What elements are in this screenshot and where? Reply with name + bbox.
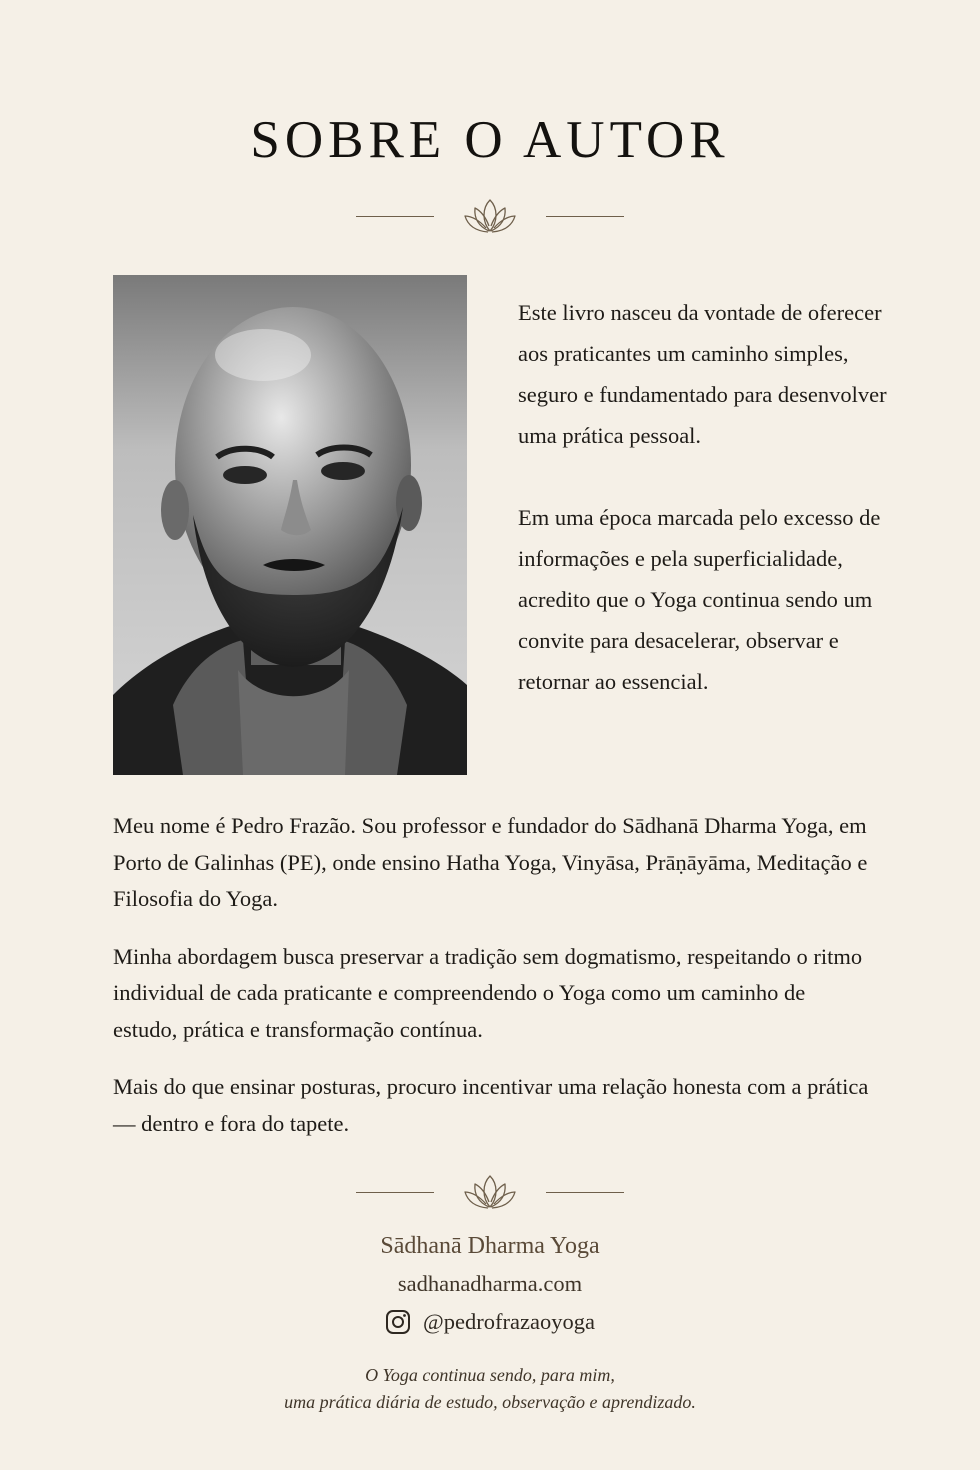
intro-text	[518, 292, 913, 743]
quote-line: uma prática diária de estudo, observação e aprendizado.	[284, 1392, 696, 1412]
quote-line: O Yoga continua sendo, para mim,	[365, 1365, 615, 1385]
contact-footer	[0, 1226, 980, 1342]
closing-quote	[0, 1362, 980, 1416]
intro-paragraph: Este livro nasceu da vontade de oferecer aos praticantes um caminho simples, seguro e fundamentado para desenvolver uma prática pessoal.	[518, 300, 887, 448]
bio-paragraph: Meu nome é Pedro Frazão. Sou professor e fundador do Sādhanā Dharma Yoga, em Porto de Galinhas (PE), onde ensino Hatha Yoga, Vinyāsa, Prāṇāyāma, Meditação e Filosofia do Yoga.	[113, 813, 868, 911]
top-divider	[356, 196, 624, 236]
instagram-icon	[385, 1309, 411, 1335]
studio-name: Sādhanā Dharma Yoga	[380, 1233, 600, 1259]
intro-paragraph: Em uma época marcada pelo excesso de informações e pela superficialidade, acredito que o Yoga continua sendo um convite para desacelerar, observar e retornar ao essencial.	[518, 505, 881, 694]
bio-paragraph: Mais do que ensinar posturas, procuro incentivar uma relação honesta com a prática — dentro e fora do tapete.	[113, 1074, 869, 1136]
divider-line	[546, 1192, 624, 1193]
author-bio	[113, 808, 873, 1163]
instagram-handle-row[interactable]	[0, 1302, 980, 1342]
bottom-divider	[356, 1172, 624, 1212]
author-photo	[113, 275, 467, 775]
divider-line	[356, 216, 434, 217]
lotus-icon	[460, 1172, 520, 1212]
website-link[interactable]: sadhanadharma.com	[397, 1271, 583, 1296]
instagram-handle: @pedrofrazaoyoga	[423, 1309, 595, 1334]
divider-line	[546, 216, 624, 217]
page-title: SOBRE O AUTOR	[250, 111, 730, 169]
lotus-icon	[460, 196, 520, 236]
bio-paragraph: Minha abordagem busca preservar a tradição sem dogmatismo, respeitando o ritmo individual de cada praticante e compreendendo o Yoga como um caminho de estudo, prática e transformação contínua.	[113, 943, 863, 1042]
divider-line	[356, 1192, 434, 1193]
